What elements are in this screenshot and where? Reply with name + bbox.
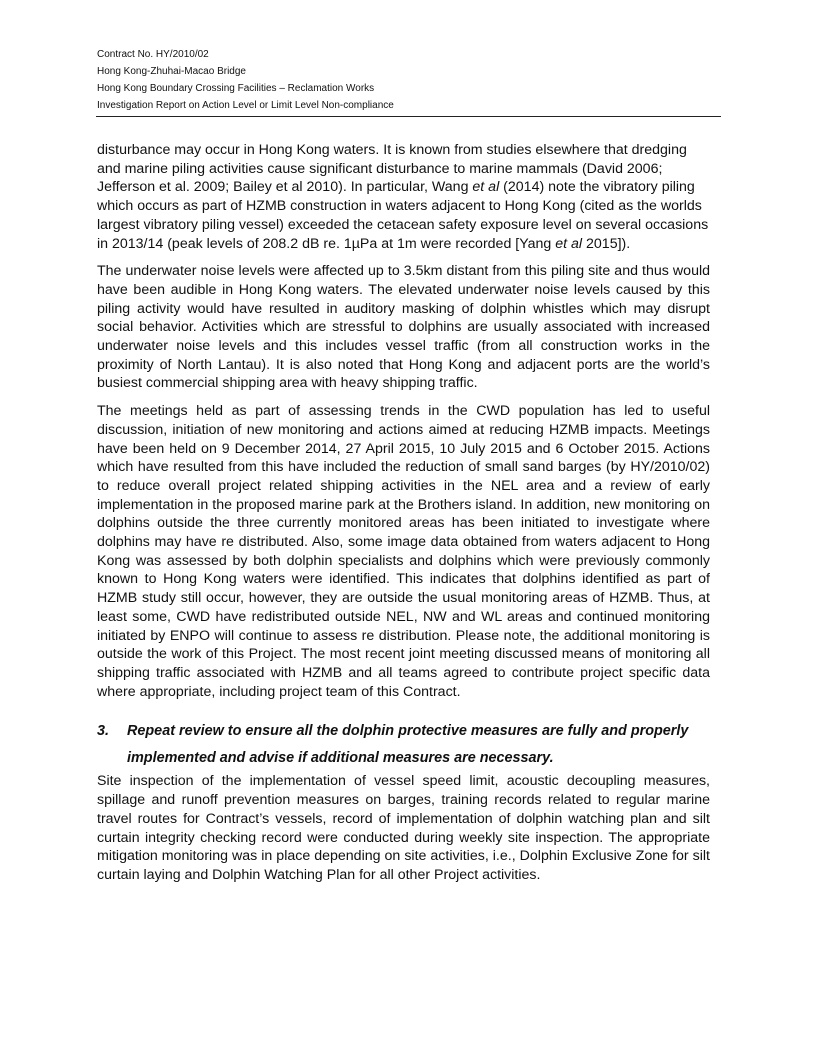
header-project-name: Hong Kong-Zhuhai-Macao Bridge bbox=[97, 66, 246, 77]
header-divider bbox=[96, 116, 721, 117]
section-number: 3. bbox=[97, 723, 110, 740]
section-title: Repeat review to ensure all the dolphin protective measures are fully and properly implemented and advise if additional measures are necessary. bbox=[127, 723, 689, 767]
paragraph-text: 2015]). bbox=[582, 235, 631, 252]
paragraph-underwater-noise: The underwater noise levels were affected up to 3.5km distant from this piling site and thus would have been audible in Hong Kong waters. The elevated underwater noise levels caused by this piling activity would have resulted in auditory masking of dolphin whistles which may disrupt social behavior. Activities which are stressful to dolphins are usually associated with increased underwater noise levels and this includes vessel traffic (from all construction works in the proximity of North Lantau). It is also noted that Hong Kong and adjacent ports are the world’s busiest commercial shipping area with heavy shipping traffic. bbox=[97, 263, 710, 392]
citation-italic: et al bbox=[472, 179, 500, 196]
document-header bbox=[97, 46, 721, 114]
header-works-title: Hong Kong Boundary Crossing Facilities – Reclamation Works bbox=[97, 83, 375, 94]
paragraph-site-inspection: Site inspection of the implementation of vessel speed limit, acoustic decoupling measures, spillage and runoff prevention measures on barges, training records related to regular marine travel routes for Contract’s vessels, record of implementation of dolphin watching plan and silt curtain integrity checking record were conducted during weekly site inspection. The appropriate mitigation monitoring was in place depending on site activities, i.e., Dolphin Exclusive Zone for silt curtain laying and Dolphin Watching Plan for all other Project activities. bbox=[97, 773, 710, 883]
section-heading-3 bbox=[97, 718, 710, 772]
paragraph-text: (2014) note the vibratory piling which occurs as part of HZMB construction in waters adjacent to Hong Kong (cited as the worlds largest vibratory piling vessel) exceeded the cetacean safety exposure level on several occasions in 2013/14 (peak levels of 208.2 dB re. 1µPa at 1m were recorded [Yang bbox=[97, 179, 709, 252]
header-contract-number: Contract No. HY/2010/02 bbox=[97, 49, 209, 60]
header-report-title: Investigation Report on Action Level or Limit Level Non-compliance bbox=[97, 100, 394, 111]
paragraph-disturbance bbox=[97, 141, 710, 253]
citation-italic: et al bbox=[555, 235, 583, 252]
paragraph-meetings: The meetings held as part of assessing trends in the CWD population has led to useful discussion, initiation of new monitoring and actions aimed at reducing HZMB impacts. Meetings have been held on 9 December 2014, 27 April 2015, 10 July 2015 and 6 October 2015. Actions which have resulted from this have included the reduction of small sand barges (by HY/2010/02) to reduce overall project related shipping activities in the NEL area and a review of early implementation in the proposed marine park at the Brothers island. In addition, new monitoring on dolphins outside the three currently monitored areas has been initiated to investigate where dolphins may have re distributed. Also, some image data obtained from waters adjacent to Hong Kong was assessed by both dolphin specialists and dolphins which were previously commonly known to Hong Kong waters were identified. This indicates that dolphins identified as part of HZMB study still occur, however, they are outside the usual monitoring areas of HZMB. Thus, at least some, CWD have redistributed outside NEL, NW and WL areas and continued monitoring initiated by ENPO will continue to assess re distribution. Please note, the additional monitoring is outside the work of this Project. The most recent joint meeting discussed means of monitoring all shipping traffic associated with HZMB and all teams agreed to contribute project specific data where appropriate, including project team of this Contract. bbox=[97, 403, 710, 700]
document-body bbox=[97, 141, 710, 894]
paragraph-text: disturbance may occur in Hong Kong waters. It is known from studies elsewhere that dredging and marine piling activities cause significant disturbance to marine mammals (David 2006; Jefferson et al. 2009; Bailey et al 2010). In particular, Wang bbox=[97, 142, 687, 196]
